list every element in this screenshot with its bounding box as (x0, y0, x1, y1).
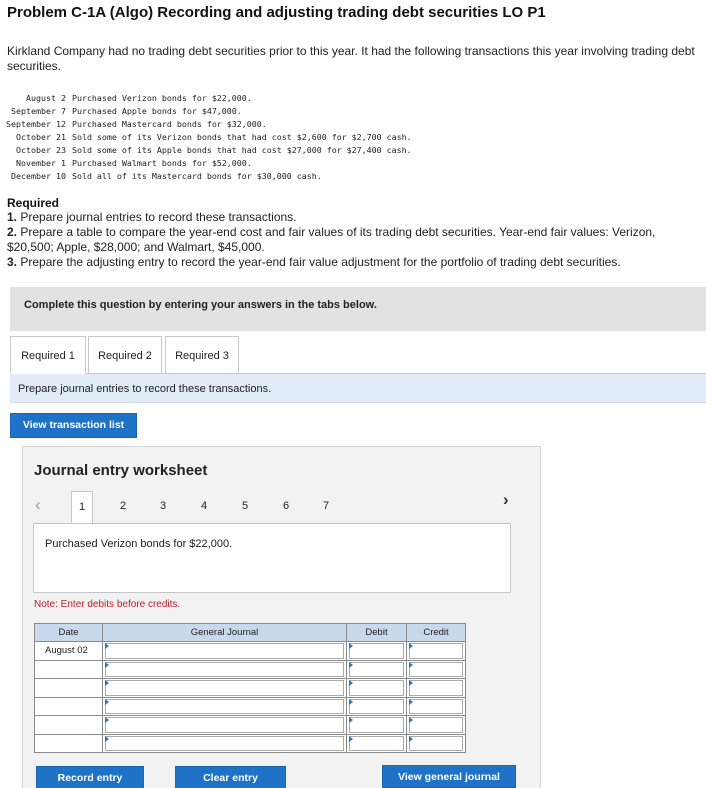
account-select[interactable] (105, 736, 344, 752)
transaction-date: December 10 (11, 171, 66, 181)
transaction-row (6, 92, 412, 105)
debit-input[interactable] (349, 662, 404, 678)
transaction-date: September 12 (6, 119, 66, 129)
page-6[interactable]: 6 (282, 500, 290, 512)
problem-intro: Kirkland Company had no trading debt securities prior to this year. It had the following transactions this year involving trading debt securities. (7, 44, 695, 73)
date-cell (35, 734, 103, 753)
entry-description-box (33, 523, 511, 593)
complete-question-banner (10, 287, 706, 331)
credit-input[interactable] (409, 699, 463, 715)
account-select[interactable] (105, 643, 344, 659)
account-select[interactable] (105, 680, 344, 696)
debit-input[interactable] (349, 643, 404, 659)
date-cell: August 02 (35, 642, 103, 661)
view-transaction-list-button[interactable]: View transaction list (10, 413, 137, 438)
transaction-row (6, 105, 412, 118)
chevron-right-icon[interactable]: › (503, 490, 509, 509)
worksheet-pager (23, 491, 542, 521)
account-select[interactable] (105, 717, 344, 733)
transaction-row (6, 157, 412, 170)
column-debit: Debit (347, 624, 407, 642)
page-3[interactable]: 3 (159, 500, 167, 512)
credit-cell[interactable] (407, 660, 466, 679)
account-cell[interactable] (103, 642, 347, 661)
transaction-text: Sold some of its Apple bonds that had cost $27,000 for $27,400 cash. (71, 145, 412, 155)
journal-entry-worksheet (22, 446, 541, 788)
page-5[interactable]: 5 (241, 500, 249, 512)
date-cell (35, 716, 103, 735)
problem-title: Problem C-1A (Algo) Recording and adjusting trading debt securities LO P1 (7, 4, 546, 21)
view-general-journal-button[interactable]: View general journal (382, 765, 516, 788)
tab-required-2[interactable]: Required 2 (88, 336, 162, 374)
account-cell[interactable] (103, 697, 347, 716)
debits-note: Note: Enter debits before credits. (34, 599, 181, 610)
debit-input[interactable] (349, 736, 404, 752)
column-date: Date (35, 624, 103, 642)
page-2[interactable]: 2 (119, 500, 127, 512)
required-item-number: 2. (7, 225, 18, 239)
transaction-date: October 21 (16, 132, 66, 142)
transaction-text: Purchased Apple bonds for $47,000. (71, 106, 242, 116)
debit-input[interactable] (349, 699, 404, 715)
page-7[interactable]: 7 (322, 500, 330, 512)
credit-input[interactable] (409, 717, 463, 733)
account-cell[interactable] (103, 734, 347, 753)
required-item (7, 225, 697, 255)
debit-cell[interactable] (347, 660, 407, 679)
credit-cell[interactable] (407, 697, 466, 716)
required-item-number: 1. (7, 210, 18, 224)
journal-table (34, 623, 466, 753)
clear-entry-button[interactable]: Clear entry (175, 766, 286, 788)
transaction-text: Purchased Verizon bonds for $22,000. (71, 93, 252, 103)
table-row (35, 660, 466, 679)
required-item-text: Prepare a table to compare the year-end cost and fair values of its trading debt securities. Year-end fair values: Verizon, $20,500; Apple, $28,000; and Walmart, $45,000. (7, 225, 656, 254)
required-item (7, 210, 697, 225)
transaction-text: Purchased Walmart bonds for $52,000. (71, 158, 252, 168)
page-1[interactable]: 1 (71, 491, 93, 523)
transaction-date: September 7 (11, 106, 66, 116)
date-cell (35, 679, 103, 698)
transaction-date: August 2 (25, 93, 66, 103)
debit-input[interactable] (349, 717, 404, 733)
required-item-text: Prepare the adjusting entry to record the year-end fair value adjustment for the portfolio of trading debt securities. (20, 255, 621, 269)
record-entry-button[interactable]: Record entry (36, 766, 144, 788)
entry-description: Purchased Verizon bonds for $22,000. (45, 538, 233, 550)
account-cell[interactable] (103, 679, 347, 698)
debit-cell[interactable] (347, 734, 407, 753)
column-credit: Credit (407, 624, 466, 642)
debit-cell[interactable] (347, 642, 407, 661)
table-row (35, 679, 466, 698)
transaction-row (6, 131, 412, 144)
worksheet-title: Journal entry worksheet (34, 462, 208, 479)
credit-input[interactable] (409, 736, 463, 752)
credit-input[interactable] (409, 643, 463, 659)
table-row (35, 716, 466, 735)
transaction-row (6, 144, 412, 157)
table-row (35, 642, 466, 661)
debit-cell[interactable] (347, 697, 407, 716)
credit-cell[interactable] (407, 679, 466, 698)
transaction-text: Sold some of its Verizon bonds that had cost $2,600 for $2,700 cash. (71, 132, 412, 142)
page-4[interactable]: 4 (200, 500, 208, 512)
required-item-number: 3. (7, 255, 18, 269)
table-row (35, 734, 466, 753)
debit-cell[interactable] (347, 716, 407, 735)
transaction-row (6, 170, 412, 183)
account-cell[interactable] (103, 660, 347, 679)
tab-required-1[interactable]: Required 1 (10, 336, 86, 374)
transaction-list (6, 92, 412, 183)
transaction-text: Sold all of its Mastercard bonds for $30,000 cash. (71, 171, 322, 181)
transaction-date: November 1 (16, 158, 66, 168)
table-row (35, 697, 466, 716)
required-heading: Required (7, 196, 60, 210)
debit-cell[interactable] (347, 679, 407, 698)
required-list (7, 210, 697, 270)
date-cell (35, 660, 103, 679)
credit-input[interactable] (409, 680, 463, 696)
complete-question-text: Complete this question by entering your answers in the tabs below. (24, 299, 377, 311)
tab-required-3[interactable]: Required 3 (165, 336, 239, 374)
debit-input[interactable] (349, 680, 404, 696)
transaction-text: Purchased Mastercard bonds for $32,000. (71, 119, 267, 129)
credit-cell[interactable] (407, 734, 466, 753)
required-item (7, 255, 697, 270)
chevron-left-icon[interactable]: ‹ (35, 495, 41, 514)
transaction-row (6, 118, 412, 131)
transaction-date: October 23 (16, 145, 66, 155)
instruction-bar (10, 374, 706, 403)
journal-header-row (35, 624, 466, 642)
column-general-journal: General Journal (103, 624, 347, 642)
account-select[interactable] (105, 662, 344, 678)
instruction-text: Prepare journal entries to record these transactions. (18, 383, 272, 395)
date-cell (35, 697, 103, 716)
credit-cell[interactable] (407, 642, 466, 661)
account-cell[interactable] (103, 716, 347, 735)
credit-cell[interactable] (407, 716, 466, 735)
credit-input[interactable] (409, 662, 463, 678)
required-item-text: Prepare journal entries to record these transactions. (20, 210, 297, 224)
account-select[interactable] (105, 699, 344, 715)
